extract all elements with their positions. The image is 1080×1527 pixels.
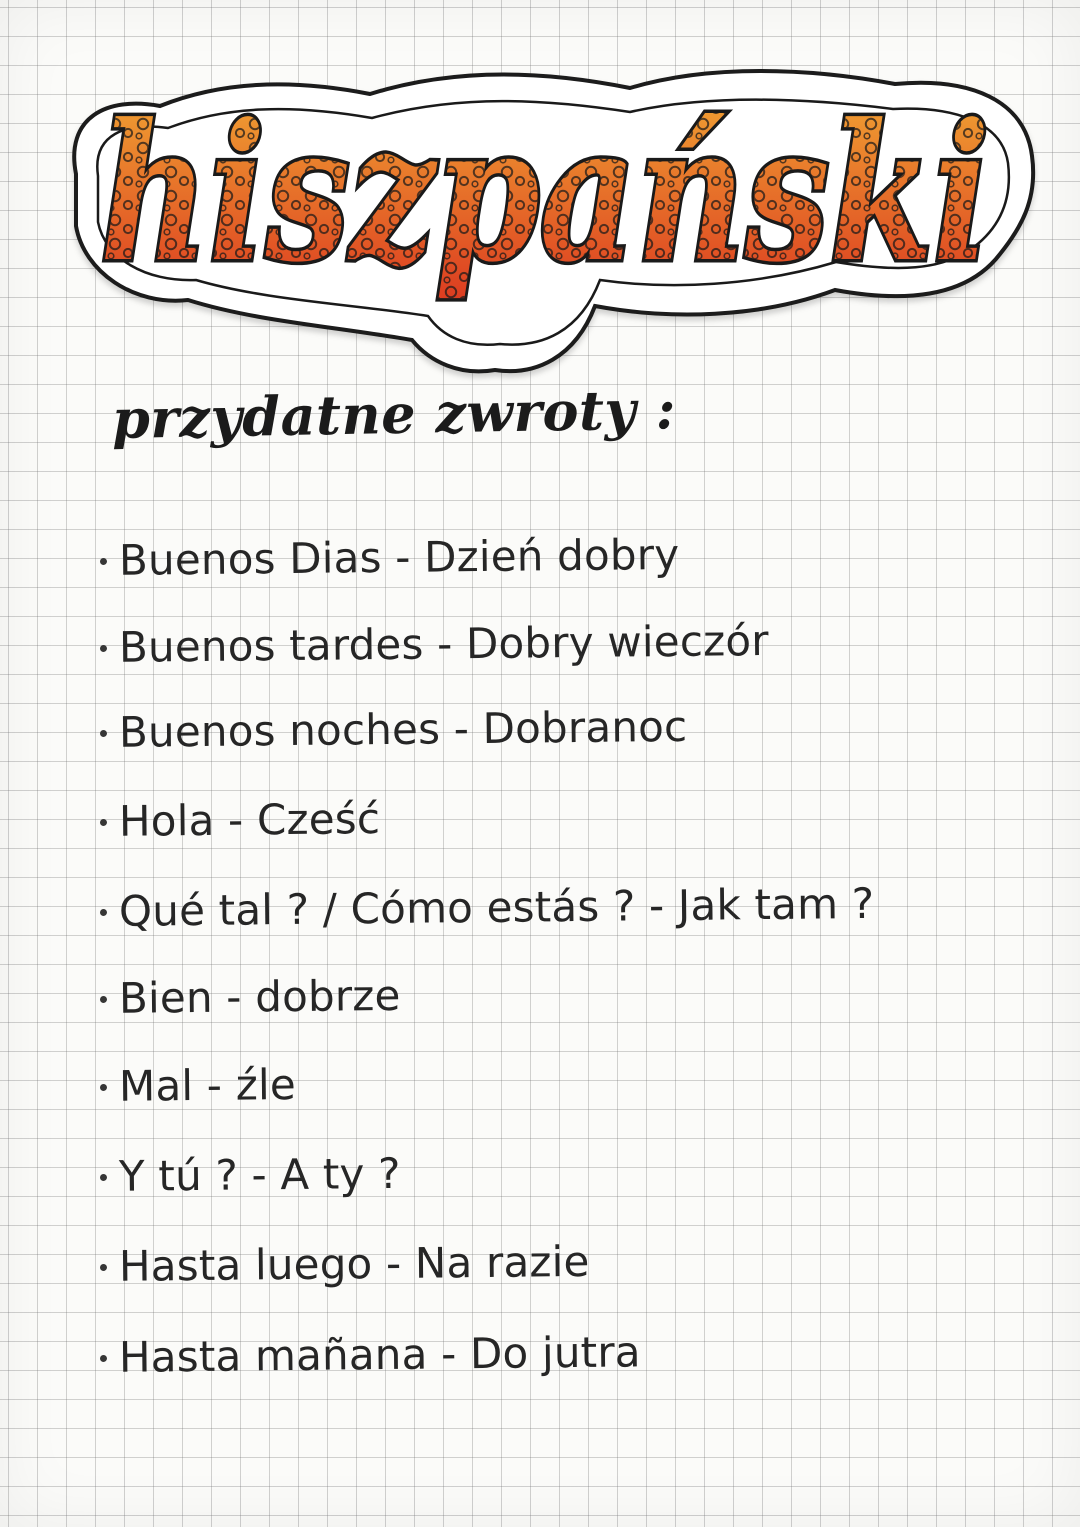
phrase-item bbox=[100, 615, 769, 672]
phrase-text: Y tú ? - A ty ? bbox=[118, 1148, 401, 1201]
bullet-icon bbox=[100, 644, 107, 651]
phrase-text: Buenos Dias - Dzień dobry bbox=[118, 529, 680, 585]
title-text: hiszpański bbox=[100, 83, 990, 304]
phrase-item bbox=[100, 529, 680, 585]
phrase-text: Qué tal ? / Cómo estás ? - Jak tam ? bbox=[118, 878, 875, 936]
bullet-icon bbox=[100, 1083, 107, 1090]
phrase-text: Mal - źle bbox=[118, 1059, 297, 1111]
title-dot-texture: hiszpański bbox=[100, 83, 990, 304]
phrase-item bbox=[100, 970, 401, 1023]
bullet-icon bbox=[100, 908, 107, 915]
phrase-text: Buenos tardes - Dobry wieczór bbox=[118, 615, 769, 672]
phrase-item bbox=[100, 1236, 590, 1291]
phrase-text: Buenos noches - Dobranoc bbox=[118, 701, 688, 757]
bullet-icon bbox=[100, 1173, 107, 1180]
bullet-icon bbox=[100, 729, 107, 736]
bullet-icon bbox=[100, 1263, 107, 1270]
bullet-icon bbox=[100, 557, 107, 564]
phrase-item bbox=[100, 794, 381, 846]
phrases-heading: przydatne zwroty : bbox=[111, 377, 677, 451]
bullet-icon bbox=[100, 1354, 107, 1361]
phrase-text: Hasta mañana - Do jutra bbox=[118, 1327, 641, 1382]
phrase-item bbox=[100, 1059, 297, 1111]
phrase-item bbox=[100, 1327, 641, 1382]
phrase-text: Hasta luego - Na razie bbox=[118, 1236, 590, 1291]
bullet-icon bbox=[100, 995, 107, 1002]
phrase-text: Bien - dobrze bbox=[118, 970, 401, 1023]
phrase-item bbox=[100, 701, 688, 757]
phrase-item bbox=[100, 1148, 401, 1201]
phrase-item bbox=[100, 878, 875, 936]
phrase-text: Hola - Cześć bbox=[118, 794, 381, 846]
bullet-icon bbox=[100, 818, 107, 825]
